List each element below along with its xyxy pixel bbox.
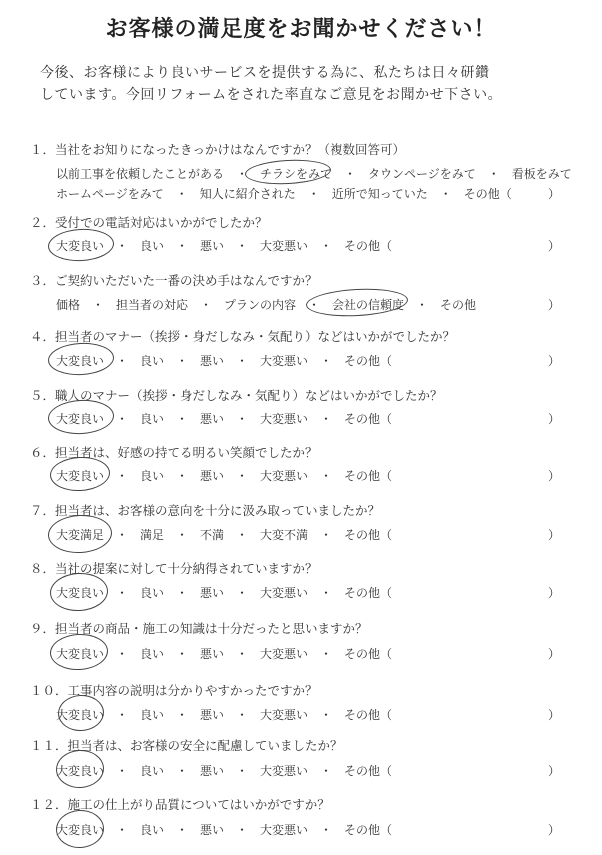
question-3-title: ３．ご契約いただいた一番の決め手はなんですか？: [30, 273, 318, 288]
question-8-options: 大変良い ・ 良い ・ 悪い ・ 大変悪い ・ その他（: [56, 586, 393, 600]
question-12-title: １２．施工の仕上がり品質についてはいかがですか？: [30, 797, 330, 812]
question-5-options: 大変良い ・ 良い ・ 悪い ・ 大変悪い ・ その他（: [56, 412, 393, 426]
question-12-close-paren: ）: [548, 823, 561, 837]
intro-line-1: 今後、お客様により良いサービスを提供する為に、私たちは日々研鑽: [40, 65, 490, 81]
question-9-title: ９．担当者の商品・施工の知識は十分だったと思いますか？: [30, 621, 368, 636]
intro-line-2: しています。今回リフォームをされた率直なご意見をお聞かせ下さい。: [40, 87, 503, 103]
question-7-title: ７．担当者は、お客様の意向を十分に汲み取っていましたか？: [30, 503, 381, 518]
question-11-options: 大変良い ・ 良い ・ 悪い ・ 大変悪い ・ その他（: [56, 764, 393, 778]
question-3-options: 価格 ・ 担当者の対応 ・ プランの内容 ・ 会社の信頼度 ・ その他: [56, 298, 477, 312]
question-4-title: ４．担当者のマナー（挨拶・身だしなみ・気配り）などはいかがでしたか？: [30, 329, 456, 344]
question-4-options: 大変良い ・ 良い ・ 悪い ・ 大変悪い ・ その他（: [56, 354, 393, 368]
question-5-title: ５．職人のマナー（挨拶・身だしなみ・気配り）などはいかがでしたか？: [30, 388, 443, 403]
question-9-options: 大変良い ・ 良い ・ 悪い ・ 大変悪い ・ その他（: [56, 647, 393, 661]
question-10-title: １０．工事内容の説明は分かりやすかったですか？: [30, 683, 318, 698]
question-3-close-paren: ）: [548, 298, 561, 312]
question-8-close-paren: ）: [548, 586, 561, 600]
question-2-title: ２．受付での電話対応はいかがでしたか？: [30, 215, 268, 230]
question-9-close-paren: ）: [548, 647, 561, 661]
question-11-close-paren: ）: [548, 764, 561, 778]
question-6-close-paren: ）: [548, 469, 561, 483]
question-7-close-paren: ）: [548, 528, 561, 542]
question-6-options: 大変良い ・ 良い ・ 悪い ・ 大変悪い ・ その他（: [56, 469, 393, 483]
question-8-title: ８．当社の提案に対して十分納得されていますか？: [30, 561, 318, 576]
question-6-title: ６．担当者は、好感の持てる明るい笑顔でしたか？: [30, 445, 318, 460]
question-1-options-line-1: 以前工事を依頼したことがある ・ チラシをみて ・ タウンページをみて ・ 看板をみて: [56, 167, 572, 181]
question-2-close-paren: ）: [548, 239, 561, 253]
question-7-options: 大変満足 ・ 満足 ・ 不満 ・ 大変不満 ・ その他（: [56, 528, 393, 542]
question-11-title: １１．担当者は、お客様の安全に配慮していましたか？: [30, 738, 343, 753]
survey-title: お客様の満足度をお聞かせください！: [105, 17, 497, 42]
question-1-options-line-2: ホームページをみて ・ 知人に紹介された ・ 近所で知っていた ・ その他（: [56, 187, 512, 201]
question-2-options: 大変良い ・ 良い ・ 悪い ・ 大変悪い ・ その他（: [56, 239, 393, 253]
question-10-options: 大変良い ・ 良い ・ 悪い ・ 大変悪い ・ その他（: [56, 708, 393, 722]
question-5-close-paren: ）: [548, 412, 561, 426]
question-10-close-paren: ）: [548, 708, 561, 722]
question-1-title: １．当社をお知りになったきっかけはなんですか？（複数回答可）: [30, 142, 406, 157]
question-12-options: 大変良い ・ 良い ・ 悪い ・ 大変悪い ・ その他（: [56, 823, 393, 837]
question-1-close-paren: ）: [548, 187, 561, 201]
question-4-close-paren: ）: [548, 354, 561, 368]
